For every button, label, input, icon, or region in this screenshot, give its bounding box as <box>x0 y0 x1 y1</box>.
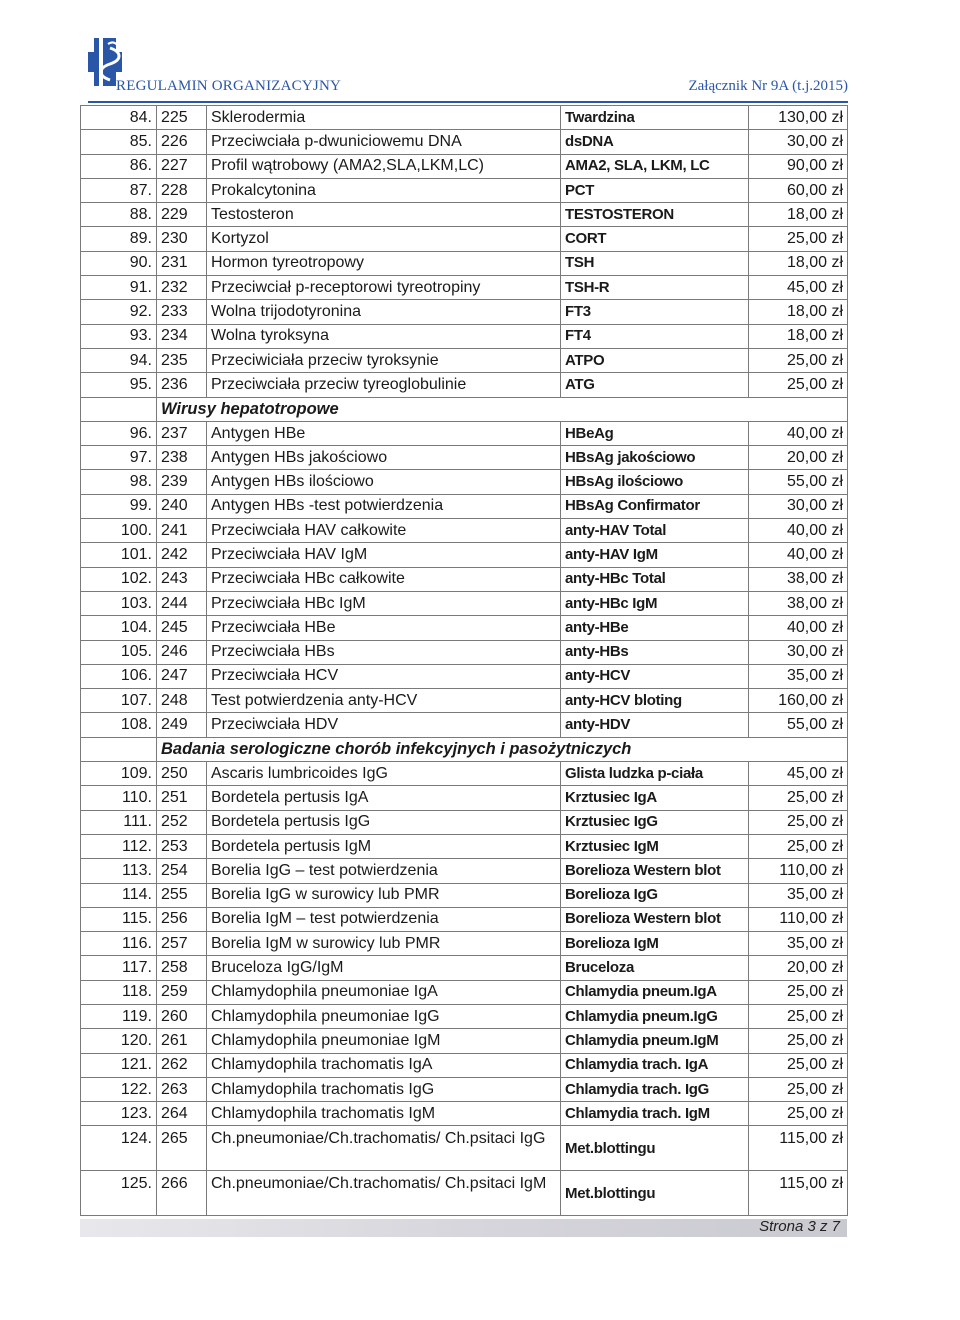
table-row <box>81 616 848 640</box>
test-code: 255 <box>157 883 207 907</box>
test-name: Wolna tyroksyna <box>207 324 561 348</box>
row-number: 91. <box>81 276 157 300</box>
test-symbol: CORT <box>561 227 749 251</box>
test-code: 261 <box>157 1029 207 1053</box>
test-name: Profil wątrobowy (AMA2,SLA,LKM,LC) <box>207 154 561 178</box>
table-row <box>81 786 848 810</box>
test-name: Antygen HBs ilościowo <box>207 470 561 494</box>
test-code: 233 <box>157 300 207 324</box>
test-name: Sklerodermia <box>207 106 561 130</box>
test-name: Chlamydophila trachomatis IgA <box>207 1053 561 1077</box>
test-code: 250 <box>157 762 207 786</box>
section-header-row <box>81 397 848 421</box>
table-row <box>81 251 848 275</box>
table-row <box>81 1004 848 1028</box>
test-price: 25,00 zł <box>749 1077 848 1101</box>
test-price: 115,00 zł <box>749 1126 848 1171</box>
test-code: 240 <box>157 494 207 518</box>
row-number: 99. <box>81 494 157 518</box>
test-price: 18,00 zł <box>749 324 848 348</box>
test-name: Przeciwciała p-dwuniciowemu DNA <box>207 130 561 154</box>
document-header <box>88 34 848 100</box>
test-name: Kortyzol <box>207 227 561 251</box>
test-price: 25,00 zł <box>749 980 848 1004</box>
row-number: 119. <box>81 1004 157 1028</box>
test-symbol: Krztusiec IgG <box>561 810 749 834</box>
row-number: 101. <box>81 543 157 567</box>
table-row <box>81 324 848 348</box>
row-number: 115. <box>81 907 157 931</box>
test-symbol: Twardzina <box>561 106 749 130</box>
test-symbol: Krztusiec IgA <box>561 786 749 810</box>
section-spacer <box>81 737 157 761</box>
test-name: Przeciwciała HAV całkowite <box>207 519 561 543</box>
test-name: Chlamydophila pneumoniae IgM <box>207 1029 561 1053</box>
test-symbol: HBsAg jakościowo <box>561 446 749 470</box>
test-code: 251 <box>157 786 207 810</box>
section-title: Wirusy hepatotropowe <box>157 397 848 421</box>
test-price: 130,00 zł <box>749 106 848 130</box>
test-name: Przeciwciała HBe <box>207 616 561 640</box>
section-spacer <box>81 397 157 421</box>
test-price: 25,00 zł <box>749 834 848 858</box>
table-row <box>81 567 848 591</box>
test-symbol: Chlamydia pneum.IgG <box>561 1004 749 1028</box>
test-symbol: Glista ludzka p-ciała <box>561 762 749 786</box>
row-number: 84. <box>81 106 157 130</box>
price-table <box>80 105 848 1216</box>
test-name: Testosteron <box>207 203 561 227</box>
table-row <box>81 810 848 834</box>
test-code: 264 <box>157 1102 207 1126</box>
table-row <box>81 1102 848 1126</box>
test-name: Chlamydophila trachomatis IgG <box>207 1077 561 1101</box>
test-code: 228 <box>157 178 207 202</box>
test-price: 90,00 zł <box>749 154 848 178</box>
row-number: 122. <box>81 1077 157 1101</box>
row-number: 109. <box>81 762 157 786</box>
test-price: 160,00 zł <box>749 689 848 713</box>
test-name: Bordetela pertusis IgA <box>207 786 561 810</box>
table-row <box>81 1053 848 1077</box>
test-code: 246 <box>157 640 207 664</box>
test-code: 247 <box>157 664 207 688</box>
test-code: 238 <box>157 446 207 470</box>
table-row <box>81 470 848 494</box>
test-code: 226 <box>157 130 207 154</box>
test-code: 254 <box>157 859 207 883</box>
test-price: 40,00 zł <box>749 616 848 640</box>
test-name: Wolna trijodotyronina <box>207 300 561 324</box>
test-symbol: Krztusiec IgM <box>561 834 749 858</box>
row-number: 94. <box>81 348 157 372</box>
row-number: 86. <box>81 154 157 178</box>
test-symbol: Bruceloza <box>561 956 749 980</box>
test-name: Chlamydophila pneumoniae IgG <box>207 1004 561 1028</box>
test-symbol: HBeAg <box>561 421 749 445</box>
test-code: 257 <box>157 932 207 956</box>
section-header-row <box>81 737 848 761</box>
test-code: 242 <box>157 543 207 567</box>
test-price: 25,00 zł <box>749 348 848 372</box>
header-divider <box>88 101 848 103</box>
test-name: Borelia IgG w surowicy lub PMR <box>207 883 561 907</box>
row-number: 114. <box>81 883 157 907</box>
test-price: 35,00 zł <box>749 883 848 907</box>
test-price: 20,00 zł <box>749 956 848 980</box>
test-price: 25,00 zł <box>749 227 848 251</box>
test-name: Borelia IgG – test potwierdzenia <box>207 859 561 883</box>
table-row <box>81 446 848 470</box>
table-row <box>81 932 848 956</box>
footer-bar <box>80 1219 847 1237</box>
table-row <box>81 154 848 178</box>
test-code: 225 <box>157 106 207 130</box>
test-code: 260 <box>157 1004 207 1028</box>
row-number: 95. <box>81 373 157 397</box>
test-symbol: anty-HCV bloting <box>561 689 749 713</box>
table-row <box>81 664 848 688</box>
test-price: 25,00 zł <box>749 1004 848 1028</box>
test-price: 35,00 zł <box>749 932 848 956</box>
test-price: 25,00 zł <box>749 1053 848 1077</box>
test-price: 35,00 zł <box>749 664 848 688</box>
test-price: 38,00 zł <box>749 591 848 615</box>
test-price: 30,00 zł <box>749 130 848 154</box>
table-row <box>81 1029 848 1053</box>
row-number: 85. <box>81 130 157 154</box>
row-number: 104. <box>81 616 157 640</box>
test-symbol: AMA2, SLA, LKM, LC <box>561 154 749 178</box>
test-price: 18,00 zł <box>749 251 848 275</box>
test-name: Chlamydophila trachomatis IgM <box>207 1102 561 1126</box>
test-symbol: FT3 <box>561 300 749 324</box>
test-code: 262 <box>157 1053 207 1077</box>
test-symbol: ATPO <box>561 348 749 372</box>
test-code: 248 <box>157 689 207 713</box>
table-row <box>81 907 848 931</box>
test-code: 237 <box>157 421 207 445</box>
table-row <box>81 956 848 980</box>
test-code: 235 <box>157 348 207 372</box>
test-code: 232 <box>157 276 207 300</box>
test-symbol: Chlamydia trach. IgG <box>561 1077 749 1101</box>
test-name: Przeciwciała HAV IgM <box>207 543 561 567</box>
test-price: 115,00 zł <box>749 1171 848 1216</box>
test-symbol: Borelioza IgM <box>561 932 749 956</box>
table-row <box>81 834 848 858</box>
table-row <box>81 543 848 567</box>
test-price: 45,00 zł <box>749 276 848 300</box>
test-name: Przeciwciała HBs <box>207 640 561 664</box>
test-symbol: anty-HBc IgM <box>561 591 749 615</box>
test-symbol: Borelioza Western blot <box>561 859 749 883</box>
table-row <box>81 373 848 397</box>
test-price: 45,00 zł <box>749 762 848 786</box>
test-price: 18,00 zł <box>749 300 848 324</box>
test-price: 25,00 zł <box>749 373 848 397</box>
test-symbol: ATG <box>561 373 749 397</box>
table-row <box>81 421 848 445</box>
test-code: 259 <box>157 980 207 1004</box>
test-symbol: Chlamydia trach. IgM <box>561 1102 749 1126</box>
test-code: 252 <box>157 810 207 834</box>
test-symbol: Met.blottingu <box>561 1126 749 1171</box>
row-number: 113. <box>81 859 157 883</box>
test-name: Test potwierdzenia anty-HCV <box>207 689 561 713</box>
test-code: 239 <box>157 470 207 494</box>
row-number: 118. <box>81 980 157 1004</box>
test-price: 25,00 zł <box>749 810 848 834</box>
row-number: 92. <box>81 300 157 324</box>
test-name: Borelia IgM w surowicy lub PMR <box>207 932 561 956</box>
test-name: Antygen HBs -test potwierdzenia <box>207 494 561 518</box>
test-code: 236 <box>157 373 207 397</box>
test-symbol: FT4 <box>561 324 749 348</box>
table-row <box>81 883 848 907</box>
test-name: Chlamydophila pneumoniae IgA <box>207 980 561 1004</box>
table-row <box>81 713 848 737</box>
test-symbol: anty-HAV IgM <box>561 543 749 567</box>
table-row <box>81 1126 848 1171</box>
test-name: Przeciwciała HBc IgM <box>207 591 561 615</box>
test-code: 234 <box>157 324 207 348</box>
test-symbol: Chlamydia pneum.IgM <box>561 1029 749 1053</box>
row-number: 110. <box>81 786 157 810</box>
test-code: 256 <box>157 907 207 931</box>
test-symbol: TSH <box>561 251 749 275</box>
test-price: 40,00 zł <box>749 543 848 567</box>
test-symbol: TSH-R <box>561 276 749 300</box>
test-price: 30,00 zł <box>749 640 848 664</box>
row-number: 107. <box>81 689 157 713</box>
row-number: 100. <box>81 519 157 543</box>
test-symbol: anty-HCV <box>561 664 749 688</box>
test-code: 243 <box>157 567 207 591</box>
test-name: Bordetela pertusis IgM <box>207 834 561 858</box>
table-row <box>81 203 848 227</box>
table-row <box>81 130 848 154</box>
test-symbol: anty-HBe <box>561 616 749 640</box>
test-price: 55,00 zł <box>749 470 848 494</box>
test-code: 241 <box>157 519 207 543</box>
row-number: 124. <box>81 1126 157 1171</box>
test-price: 25,00 zł <box>749 1029 848 1053</box>
test-symbol: PCT <box>561 178 749 202</box>
table-row <box>81 106 848 130</box>
test-code: 229 <box>157 203 207 227</box>
row-number: 98. <box>81 470 157 494</box>
table-row <box>81 1077 848 1101</box>
test-code: 265 <box>157 1126 207 1171</box>
table-row <box>81 689 848 713</box>
row-number: 103. <box>81 591 157 615</box>
test-name: Przeciwciała przeciw tyreoglobulinie <box>207 373 561 397</box>
test-code: 230 <box>157 227 207 251</box>
test-code: 258 <box>157 956 207 980</box>
row-number: 106. <box>81 664 157 688</box>
test-name: Ch.pneumoniae/Ch.trachomatis/ Ch.psitaci IgG <box>207 1126 561 1171</box>
row-number: 105. <box>81 640 157 664</box>
organization-title: REGULAMIN ORGANIZACYJNY <box>116 78 342 94</box>
test-price: 20,00 zł <box>749 446 848 470</box>
table-row <box>81 178 848 202</box>
table-row <box>81 494 848 518</box>
test-symbol: anty-HBs <box>561 640 749 664</box>
row-number: 120. <box>81 1029 157 1053</box>
test-name: Przeciwciał p-receptorowi tyreotropiny <box>207 276 561 300</box>
test-name: Przeciwiciała przeciw tyroksynie <box>207 348 561 372</box>
table-row <box>81 859 848 883</box>
test-symbol: Chlamydia pneum.IgA <box>561 980 749 1004</box>
test-symbol: Borelioza Western blot <box>561 907 749 931</box>
test-code: 253 <box>157 834 207 858</box>
row-number: 123. <box>81 1102 157 1126</box>
test-price: 25,00 zł <box>749 786 848 810</box>
test-price: 55,00 zł <box>749 713 848 737</box>
test-code: 231 <box>157 251 207 275</box>
test-code: 245 <box>157 616 207 640</box>
row-number: 102. <box>81 567 157 591</box>
table-row <box>81 276 848 300</box>
test-name: Bruceloza IgG/IgM <box>207 956 561 980</box>
test-price: 30,00 zł <box>749 494 848 518</box>
test-name: Przeciwciała HDV <box>207 713 561 737</box>
row-number: 108. <box>81 713 157 737</box>
test-price: 40,00 zł <box>749 519 848 543</box>
test-price: 40,00 zł <box>749 421 848 445</box>
test-name: Przeciwciała HBc całkowite <box>207 567 561 591</box>
row-number: 117. <box>81 956 157 980</box>
test-name: Hormon tyreotropowy <box>207 251 561 275</box>
test-code: 249 <box>157 713 207 737</box>
table-row <box>81 980 848 1004</box>
test-price: 60,00 zł <box>749 178 848 202</box>
table-row <box>81 227 848 251</box>
test-name: Prokalcytonina <box>207 178 561 202</box>
test-price: 110,00 zł <box>749 907 848 931</box>
test-symbol: HBsAg ilościowo <box>561 470 749 494</box>
test-code: 227 <box>157 154 207 178</box>
test-name: Przeciwciała HCV <box>207 664 561 688</box>
row-number: 90. <box>81 251 157 275</box>
test-symbol: Borelioza IgG <box>561 883 749 907</box>
test-name: Ch.pneumoniae/Ch.trachomatis/ Ch.psitaci IgM <box>207 1171 561 1216</box>
test-code: 244 <box>157 591 207 615</box>
table-row <box>81 1171 848 1216</box>
test-symbol: Chlamydia trach. IgA <box>561 1053 749 1077</box>
test-symbol: TESTOSTERON <box>561 203 749 227</box>
row-number: 112. <box>81 834 157 858</box>
row-number: 125. <box>81 1171 157 1216</box>
annex-label: Załącznik Nr 9A (t.j.2015) <box>688 78 848 94</box>
test-symbol: Met.blottingu <box>561 1171 749 1216</box>
section-title: Badania serologiczne chorób infekcyjnych i pasożytniczych <box>157 737 848 761</box>
row-number: 87. <box>81 178 157 202</box>
test-price: 25,00 zł <box>749 1102 848 1126</box>
table-row <box>81 640 848 664</box>
table-row <box>81 348 848 372</box>
row-number: 116. <box>81 932 157 956</box>
row-number: 89. <box>81 227 157 251</box>
test-price: 110,00 zł <box>749 859 848 883</box>
row-number: 97. <box>81 446 157 470</box>
row-number: 88. <box>81 203 157 227</box>
test-symbol: anty-HDV <box>561 713 749 737</box>
test-name: Bordetela pertusis IgG <box>207 810 561 834</box>
test-code: 266 <box>157 1171 207 1216</box>
table-row <box>81 519 848 543</box>
test-symbol: HBsAg Confirmator <box>561 494 749 518</box>
row-number: 111. <box>81 810 157 834</box>
page-number: Strona 3 z 7 <box>759 1218 840 1235</box>
test-symbol: dsDNA <box>561 130 749 154</box>
test-code: 263 <box>157 1077 207 1101</box>
test-name: Antygen HBs jakościowo <box>207 446 561 470</box>
test-name: Ascaris lumbricoides IgG <box>207 762 561 786</box>
row-number: 121. <box>81 1053 157 1077</box>
table-row <box>81 762 848 786</box>
table-row <box>81 591 848 615</box>
test-symbol: anty-HBc Total <box>561 567 749 591</box>
row-number: 93. <box>81 324 157 348</box>
test-symbol: anty-HAV Total <box>561 519 749 543</box>
table-row <box>81 300 848 324</box>
row-number: 96. <box>81 421 157 445</box>
test-price: 18,00 zł <box>749 203 848 227</box>
test-name: Antygen HBe <box>207 421 561 445</box>
test-price: 38,00 zł <box>749 567 848 591</box>
test-name: Borelia IgM – test potwierdzenia <box>207 907 561 931</box>
